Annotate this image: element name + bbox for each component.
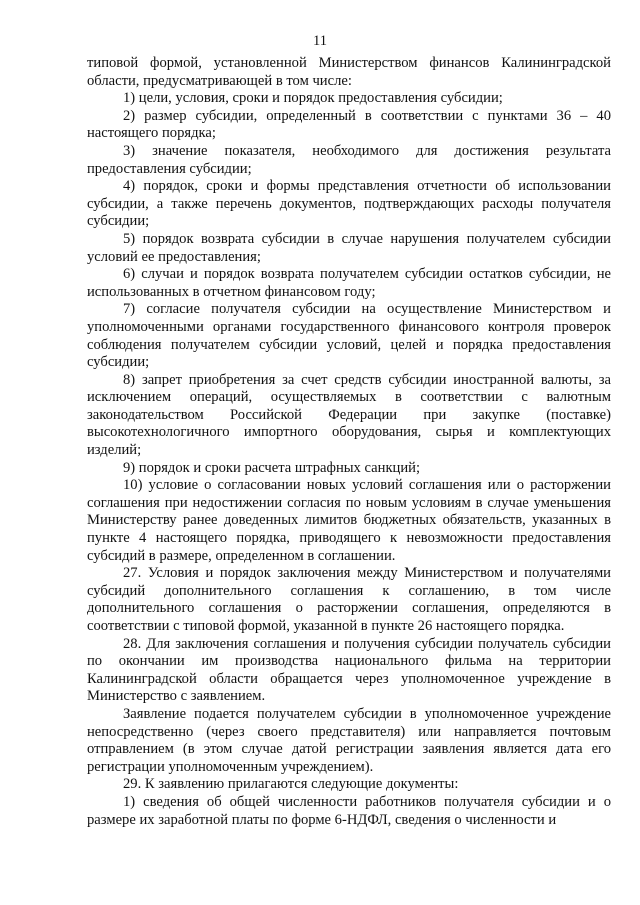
paragraph: 27. Условия и порядок заключения между Министерством и получателями субсидий дополнительного соглашения к соглашению, в том числе дополнительного соглашения о расторжении соглашения, определяются в соответствии с типовой формой, указанной в пункте 26 настоящего порядка. [87, 565, 611, 634]
paragraph: 4) порядок, сроки и формы представления отчетности об использовании субсидии, а также перечень документов, подтверждающих расходы получателя субсидии; [87, 178, 611, 230]
paragraph: 28. Для заключения соглашения и получения субсидии получатель субсидии по окончании им производства национального фильма на территории Калининградской области обращается через уполномоченное учреждение в Министерство с заявлением. [87, 635, 611, 705]
paragraph: 29. К заявлению прилагаются следующие документы: [123, 776, 459, 793]
page-number: 11 [313, 33, 327, 49]
paragraph: 10) условие о согласовании новых условий соглашения или о расторжении соглашения при недостижении согласия по новым условиям в случае уменьшения Министерству ранее доведенных лимитов бюджетных обязательств, указанных в пункте 4 настоящего порядка, приводящего к невозможности предоставления субсидий в размере, определенном в соглашении. [87, 477, 611, 564]
paragraph: 9) порядок и сроки расчета штрафных санкций; [123, 459, 421, 476]
paragraph: 1) цели, условия, сроки и порядок предоставления субсидии; [123, 90, 503, 107]
paragraph: 2) размер субсидии, определенный в соответствии с пунктами 36 – 40 настоящего порядка; [87, 107, 611, 142]
paragraph: типовой формой, установленной Министерством финансов Калининградской области, предусматривающей в том числе: [87, 55, 611, 89]
paragraph: 8) запрет приобретения за счет средств субсидии иностранной валюты, за исключением операций, осуществляемых в соответствии с валютным законодательством Российской Федерации при закупке (поставке) высокотехнологичного импортного оборудования, сырья и комплектующих изделий; [87, 371, 611, 459]
paragraph: 3) значение показателя, необходимого для достижения результата предоставления субсидии; [87, 142, 611, 177]
paragraph: 6) случаи и порядок возврата получателем субсидии остатков субсидии, не использованных в отчетном финансовом году; [87, 266, 611, 300]
paragraph: 5) порядок возврата субсидии в случае нарушения получателем субсидии условий ее предоставления; [87, 230, 611, 265]
document-body [87, 55, 611, 829]
paragraph: Заявление подается получателем субсидии в уполномоченное учреждение непосредственно (через своего представителя) или направляется почтовым отправлением (в этом случае датой регистрации заявления является дата его регистрации уполномоченным учреждением). [87, 705, 611, 775]
paragraph: 1) сведения об общей численности работников получателя субсидии и о размере их заработной платы по форме 6-НДФЛ, сведения о численности и [87, 793, 611, 828]
paragraph: 7) согласие получателя субсидии на осуществление Министерством и уполномоченными органами государственного финансового контроля проверок соблюдения получателем субсидии условий, целей и порядка предоставления субсидии; [87, 301, 611, 371]
